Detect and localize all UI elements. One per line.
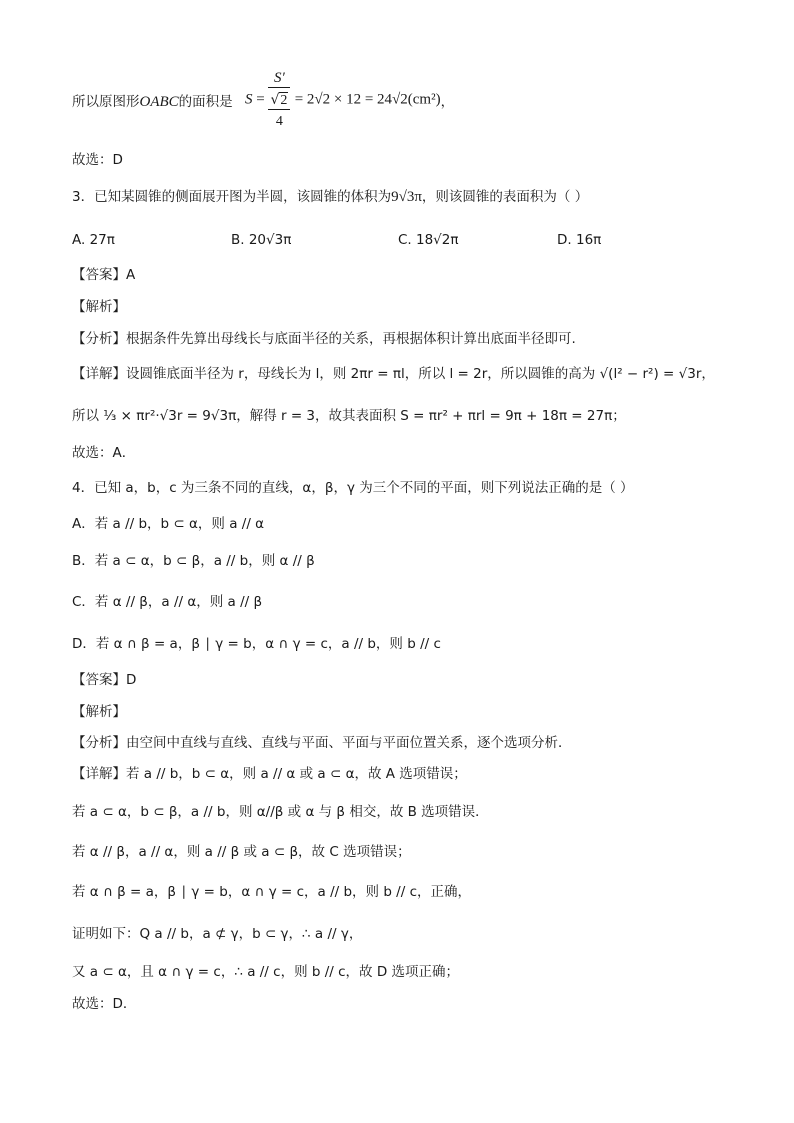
q4-analysis-heading: 【解析】 (72, 704, 126, 720)
q3-option-b: B. 20√3π (231, 232, 292, 248)
q3-fenxi: 【分析】根据条件先算出母线长与底面半径的关系，再根据体积计算出底面半径即可. (72, 331, 576, 347)
q4-detail-5: 证明如下：Q a // b，a ⊄ γ，b ⊂ γ，∴ a // γ， (72, 926, 363, 942)
q3-volume: 9√3π (391, 189, 422, 205)
area-mid: 的面积是 (178, 94, 233, 110)
q4-fenxi: 【分析】由空间中直线与直线、直线与平面、平面与平面位置关系，逐个选项分析． (72, 735, 572, 751)
area-fraction: S′ √2 4 (268, 70, 290, 130)
q3-option-c: C. 18√2π (398, 232, 459, 248)
area-statement (72, 92, 233, 112)
q4-option-a: A．若 a // b，b ⊂ α，则 a // α (72, 516, 265, 532)
q3-option-d: D. 16π (557, 232, 602, 248)
q4-answer: 【答案】D (72, 672, 137, 688)
q4-detail-6: 又 a ⊂ α，且 α ∩ γ = c，∴ a // c，则 b // c，故 D 选项正确； (72, 964, 460, 980)
q4-detail-4: 若 α ∩ β = a，β ∣ γ = b，α ∩ γ = c，a // b，则 b // c，正确， (72, 884, 471, 900)
q3-detail-1: 【详解】设圆锥底面半径为 r，母线长为 l，则 2πr = πl，所以 l = 2r，所以圆锥的高为 √(l² − r²) = √3r， (72, 366, 715, 382)
q3-detail-2: 所以 ⅓ × πr²·√3r = 9√3π，解得 r = 3，故其表面积 S = πr² + πrl = 9π + 18π = 27π； (72, 408, 626, 424)
q3-stem (72, 187, 588, 207)
q3-stem-a: 3．已知某圆锥的侧面展开图为半圆，该圆锥的体积为 (72, 189, 392, 205)
area-prefix: 所以原图形 (72, 94, 140, 110)
area-end: ， (440, 94, 455, 110)
q3-select: 故选：A． (72, 445, 136, 461)
q4-detail-3: 若 α // β，a // α，则 a // β 或 a ⊂ β，故 C 选项错误； (72, 844, 411, 860)
q4-option-b: B．若 a ⊂ α，b ⊂ β，a // b，则 α // β (72, 553, 315, 569)
q4-select: 故选：D． (72, 996, 137, 1012)
q3-answer: 【答案】A (72, 267, 136, 283)
answer2-select: 故选：D (72, 152, 123, 168)
q3-analysis-heading: 【解析】 (72, 299, 126, 315)
shape-name: OABC (139, 94, 179, 110)
q3-option-a: A. 27π (72, 232, 115, 248)
area-formula: S = S′ √2 4 = 2√2 × 12 = 24√2(cm²)， (245, 70, 455, 129)
q3-stem-b: ，则该圆锥的表面积为（ ） (421, 189, 589, 205)
q4-option-c: C．若 α // β，a // α，则 a // β (72, 594, 263, 610)
q4-option-d: D．若 α ∩ β = a，β ∣ γ = b，α ∩ γ = c，a // b，则 b // c (72, 636, 441, 652)
q4-detail-2: 若 a ⊂ α，b ⊂ β，a // b，则 α//β 或 α 与 β 相交，故 B 选项错误． (72, 804, 489, 820)
area-formula-rest: = 2√2 × 12 = 24√2(cm²) (294, 91, 441, 108)
q4-detail-1: 【详解】若 a // b，b ⊂ α，则 a // α 或 a ⊂ α，故 A 选项错误； (72, 766, 467, 782)
q4-stem: 4．已知 a，b，c 为三条不同的直线，α，β，γ 为三个不同的平面，则下列说法正确的是（ ） (72, 480, 634, 496)
